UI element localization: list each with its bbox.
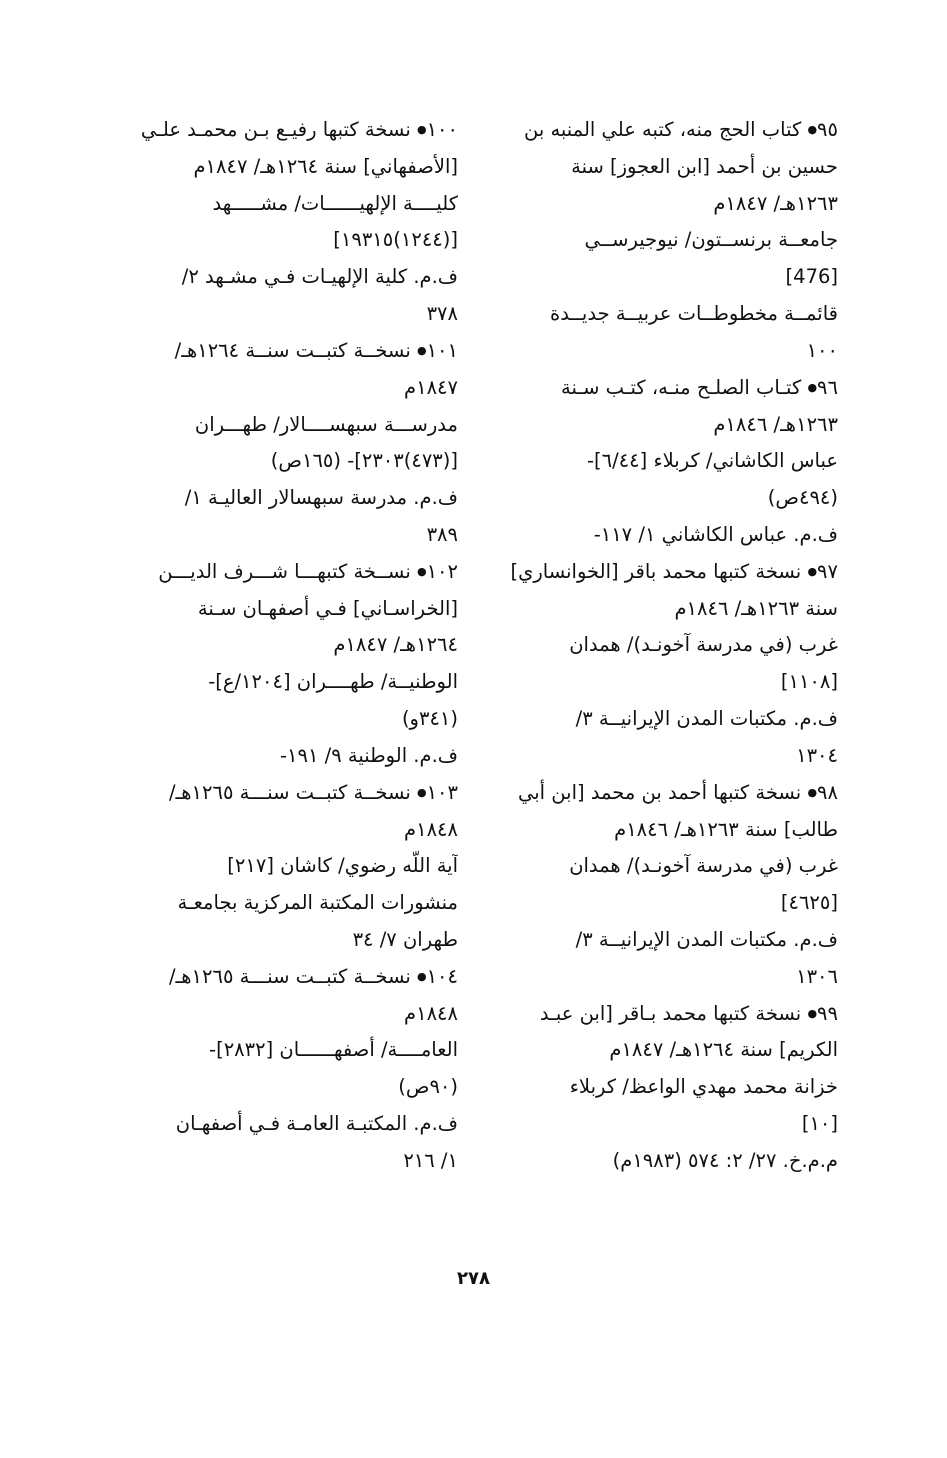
entry-first-line — [112, 959, 458, 996]
entry-line: ف.م. كلية الإلهيـات فـي مشـهد ٢/ — [181, 265, 458, 289]
entry-line: قائمــة مخطوطــات عربيــة جديــدة — [550, 302, 838, 326]
bullet-icon: ● — [807, 123, 818, 137]
entry-line: [(١٢٤٤)١٩٣١٥] — [333, 228, 458, 252]
entry-first-line — [112, 333, 458, 370]
entry-line: غرب (في مدرسة آخونـد)/ همدان — [569, 633, 838, 657]
catalog-entry — [498, 775, 838, 996]
entry-line: العامــــة/ أصفهــــــان [٢٨٣٢]- — [209, 1038, 458, 1062]
entry-line: ف.م. الوطنية ٩/ ١٩١- — [280, 743, 458, 767]
entry-line: ١٢٦٤هـ/ ١٨٤٧م — [333, 633, 458, 657]
entry-number: ٩٨ — [817, 780, 838, 804]
entry-first-line — [498, 996, 838, 1033]
entry-line: ١٢٦٣هـ/ ١٨٤٦م — [713, 412, 838, 436]
entry-first-line — [112, 112, 458, 149]
entry-line: ١٨٤٨م — [404, 1001, 458, 1025]
entry-number: ١٠٤ — [426, 964, 458, 988]
entry-line: جامعــة برنســتون/ نيوجيرســي — [584, 228, 838, 252]
catalog-entry — [112, 112, 458, 333]
bullet-icon: ● — [807, 564, 818, 578]
entry-first-line — [498, 370, 838, 407]
entry-first-line — [112, 554, 458, 591]
entry-text: نسخة كتبها أحمد بن محمد [ابن أبي — [518, 780, 802, 804]
entry-line: ١٢٦٣هـ/ ١٨٤٧م — [713, 191, 838, 215]
catalog-entry — [498, 370, 838, 554]
entry-first-line — [498, 775, 838, 812]
entry-line: ١/ ٢١٦ — [403, 1148, 458, 1172]
catalog-entry — [112, 959, 458, 1180]
entry-line: ١٣٠٦ — [796, 964, 838, 988]
entry-number: ٩٩ — [817, 1001, 838, 1025]
entry-line: غرب (في مدرسة آخونـد)/ همدان — [569, 854, 838, 878]
page-number: ٢٧٨ — [457, 1268, 490, 1289]
bullet-icon: ● — [416, 785, 427, 799]
entry-line: كليــــة الإلهيــــــات/ مشـــــهد — [212, 191, 458, 215]
entry-text: نسخــة كتبــت سنـــة ١٢٦٥هـ/ — [168, 780, 411, 804]
catalog-entry — [112, 775, 458, 959]
entry-first-line — [498, 554, 838, 591]
right-column — [498, 112, 838, 1180]
entry-text: نســخة كتبهـــا شـــرف الديـــن — [158, 559, 411, 583]
entry-text: نسخــة كتبــت سنــة ١٢٦٤هـ/ — [174, 338, 411, 362]
entry-line: ف.م. مدرسة سبهسالار العاليـة ١/ — [184, 486, 458, 510]
entry-line: [(٤٧٣)٢٣٠٣]- (١٦٥ص) — [270, 449, 458, 473]
bullet-icon: ● — [807, 785, 818, 799]
entry-line: ف.م. المكتبـة العامـة فـي أصفهـان — [175, 1111, 458, 1135]
entry-line: [الخراسـاني] فـي أصفهـان سـنة — [197, 596, 458, 620]
entry-number: ٩٧ — [817, 559, 838, 583]
entry-line: [٤٦٢٥] — [780, 891, 838, 915]
entry-line: طالب] سنة ١٢٦٣هـ/ ١٨٤٦م — [614, 817, 838, 841]
entry-number: ١٠٣ — [426, 780, 458, 804]
entry-line: ٣٨٩ — [426, 522, 458, 546]
entry-line: حسين بن أحمد [ابن العجوز] سنة — [571, 154, 838, 178]
entry-line: (٣٤١و) — [401, 707, 458, 731]
entry-line: [476] — [785, 265, 838, 289]
entry-line: م.م.خ. ٢٧/ ٢: ٥٧٤ (١٩٨٣م) — [612, 1148, 838, 1172]
entry-number: ١٠٢ — [426, 559, 458, 583]
entry-line: (٤٩٤ص) — [767, 486, 838, 510]
entry-line: (٩٠ص) — [398, 1075, 458, 1099]
entry-line: خزانة محمد مهدي الواعظ/ كربلاء — [569, 1075, 838, 1099]
entry-line: ١٣٠٤ — [796, 743, 838, 767]
entry-first-line — [498, 112, 838, 149]
entry-text: نسخة كتبها رفيـع بـن محمـد علـي — [140, 118, 411, 141]
catalog-entry — [498, 112, 838, 370]
entry-line: عباس الكاشاني/ كربلاء [٦/٤٤]- — [587, 449, 838, 473]
entry-text: نسخة كتبها محمد بـاقر [ابن عبـد — [539, 1001, 802, 1025]
entry-line: مدرســـة سبهســــالار/ طهـــران — [194, 412, 458, 436]
entry-line: ١٨٤٧م — [404, 375, 458, 399]
entry-first-line — [112, 775, 458, 812]
bullet-icon: ● — [807, 380, 818, 394]
bullet-icon: ● — [807, 1006, 818, 1020]
catalog-entry — [498, 996, 838, 1180]
catalog-entry — [498, 554, 838, 775]
entry-line: ١٨٤٨م — [404, 817, 458, 841]
catalog-entry — [112, 333, 458, 554]
entry-line: طهران ٧/ ٣٤ — [352, 927, 458, 951]
entry-line: ٣٧٨ — [426, 302, 458, 326]
catalog-entry — [112, 554, 458, 775]
entry-line: ف.م. مكتبات المدن الإيرانيــة ٣/ — [575, 707, 838, 731]
entry-line: منشورات المكتبة المركزية بجامعـة — [177, 891, 458, 915]
entry-line: ف.م. عباس الكاشاني ١/ ١١٧- — [593, 522, 838, 546]
bullet-icon: ● — [416, 123, 427, 137]
entry-text: نسخة كتبها محمد باقر [الخوانساري] — [510, 559, 802, 583]
entry-number: ١٠٠ — [426, 118, 458, 141]
entry-line: ف.م. مكتبات المدن الإيرانيــة ٣/ — [575, 927, 838, 951]
entry-text: نسخــة كتبــت سنـــة ١٢٦٥هـ/ — [168, 964, 411, 988]
left-column — [112, 112, 458, 1180]
entry-line: [١١٠٨] — [780, 670, 838, 694]
entry-line: سنة ١٢٦٣هـ/ ١٨٤٦م — [674, 596, 838, 620]
entry-line: ١٠٠ — [806, 338, 838, 362]
bullet-icon: ● — [416, 564, 427, 578]
entry-number: ١٠١ — [426, 338, 458, 362]
entry-line: الكريم] سنة ١٢٦٤هـ/ ١٨٤٧م — [609, 1038, 838, 1062]
bullet-icon: ● — [416, 969, 427, 983]
bullet-icon: ● — [416, 343, 427, 357]
entry-line: [١٠] — [801, 1111, 838, 1135]
entry-line: [الأصفهاني] سنة ١٢٦٤هـ/ ١٨٤٧م — [193, 154, 458, 178]
entry-line: آية اللّه رضوي/ كاشان [٢١٧] — [227, 854, 458, 878]
entry-text: كتـاب الصلـح منـه، كتـب سـنة — [561, 375, 802, 399]
entry-text: كتاب الحج منه، كتبه علي المنبه بن — [523, 118, 802, 141]
entry-number: ٩٥ — [817, 118, 838, 141]
entry-line: الوطنيــة/ طهــــران [١٢٠٤/ع]- — [208, 670, 458, 694]
entry-number: ٩٦ — [817, 375, 838, 399]
